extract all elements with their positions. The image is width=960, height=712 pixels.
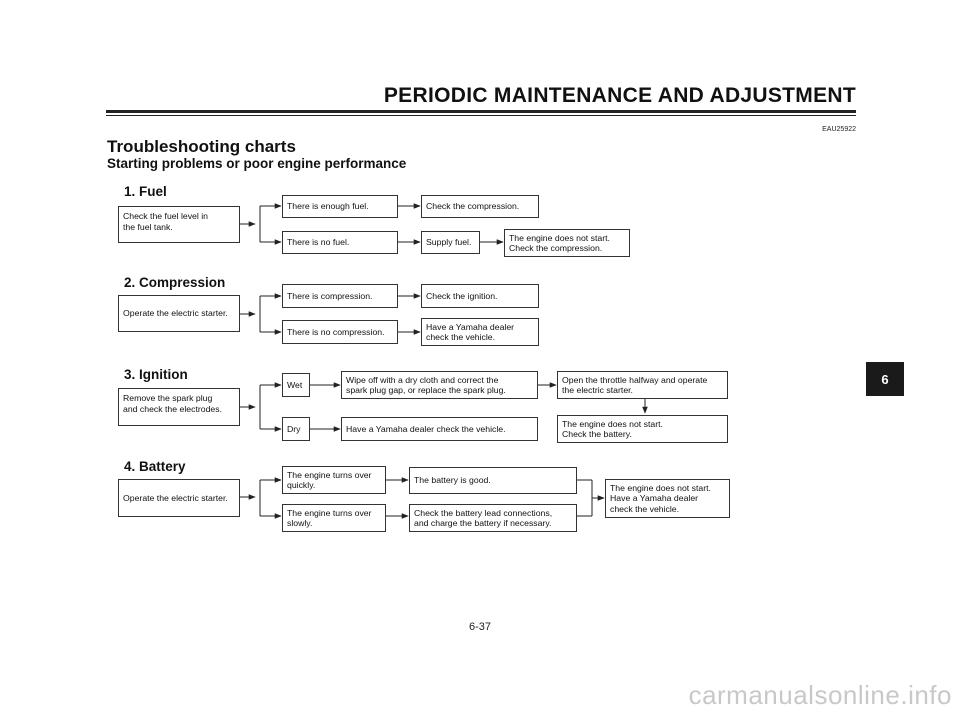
ignition-start-box: Remove the spark plug and check the electrodes. bbox=[118, 388, 240, 426]
section-title-battery: 4. Battery bbox=[124, 459, 186, 474]
section-title-ignition: 3. Ignition bbox=[124, 367, 188, 382]
fuel-none-box: There is no fuel. bbox=[282, 231, 398, 254]
compression-start-box: Operate the electric starter. bbox=[118, 295, 240, 332]
reference-code: EAU25922 bbox=[822, 126, 856, 133]
check-battery-box: The engine does not start. Check the battery. bbox=[557, 415, 728, 443]
supply-fuel-box: Supply fuel. bbox=[421, 231, 480, 254]
open-throttle-box: Open the throttle halfway and operate the electric starter. bbox=[557, 371, 728, 399]
battery-dealer-box: The engine does not start. Have a Yamaha dealer check the vehicle. bbox=[605, 479, 730, 518]
fuel-enough-box: There is enough fuel. bbox=[282, 195, 398, 218]
battery-start-box: Operate the electric starter. bbox=[118, 479, 240, 517]
section-title-fuel: 1. Fuel bbox=[124, 184, 167, 199]
ignition-dry-box: Dry bbox=[282, 417, 310, 441]
wipe-plug-box: Wipe off with a dry cloth and correct the spark plug gap, or replace the spark plug. bbox=[341, 371, 538, 399]
watermark-text: carmanualsonline.info bbox=[688, 680, 952, 710]
ignition-dealer-box: Have a Yamaha dealer check the vehicle. bbox=[341, 417, 538, 441]
header-title: PERIODIC MAINTENANCE AND ADJUSTMENT bbox=[383, 84, 856, 107]
fuel-not-start-box: The engine does not start. Check the compression. bbox=[504, 229, 630, 257]
turns-quickly-box: The engine turns over quickly. bbox=[282, 466, 386, 494]
fuel-start-box: Check the fuel level in the fuel tank. bbox=[118, 206, 240, 243]
check-ignition-box: Check the ignition. bbox=[421, 284, 539, 308]
ignition-wet-box: Wet bbox=[282, 373, 310, 397]
turns-slowly-box: The engine turns over slowly. bbox=[282, 504, 386, 532]
page-title: Troubleshooting charts bbox=[107, 137, 296, 156]
page-subtitle: Starting problems or poor engine performance bbox=[107, 156, 407, 171]
compression-no-box: There is no compression. bbox=[282, 320, 398, 344]
fuel-check-compression-box: Check the compression. bbox=[421, 195, 539, 218]
page-number: 6-37 bbox=[468, 621, 492, 633]
compression-yes-box: There is compression. bbox=[282, 284, 398, 308]
section-title-compression: 2. Compression bbox=[124, 275, 226, 290]
check-leads-box: Check the battery lead connections, and charge the battery if necessary. bbox=[409, 504, 577, 532]
battery-good-box: The battery is good. bbox=[409, 467, 577, 494]
compression-dealer-box: Have a Yamaha dealer check the vehicle. bbox=[421, 318, 539, 346]
chapter-tab[interactable]: 6 bbox=[866, 362, 904, 396]
